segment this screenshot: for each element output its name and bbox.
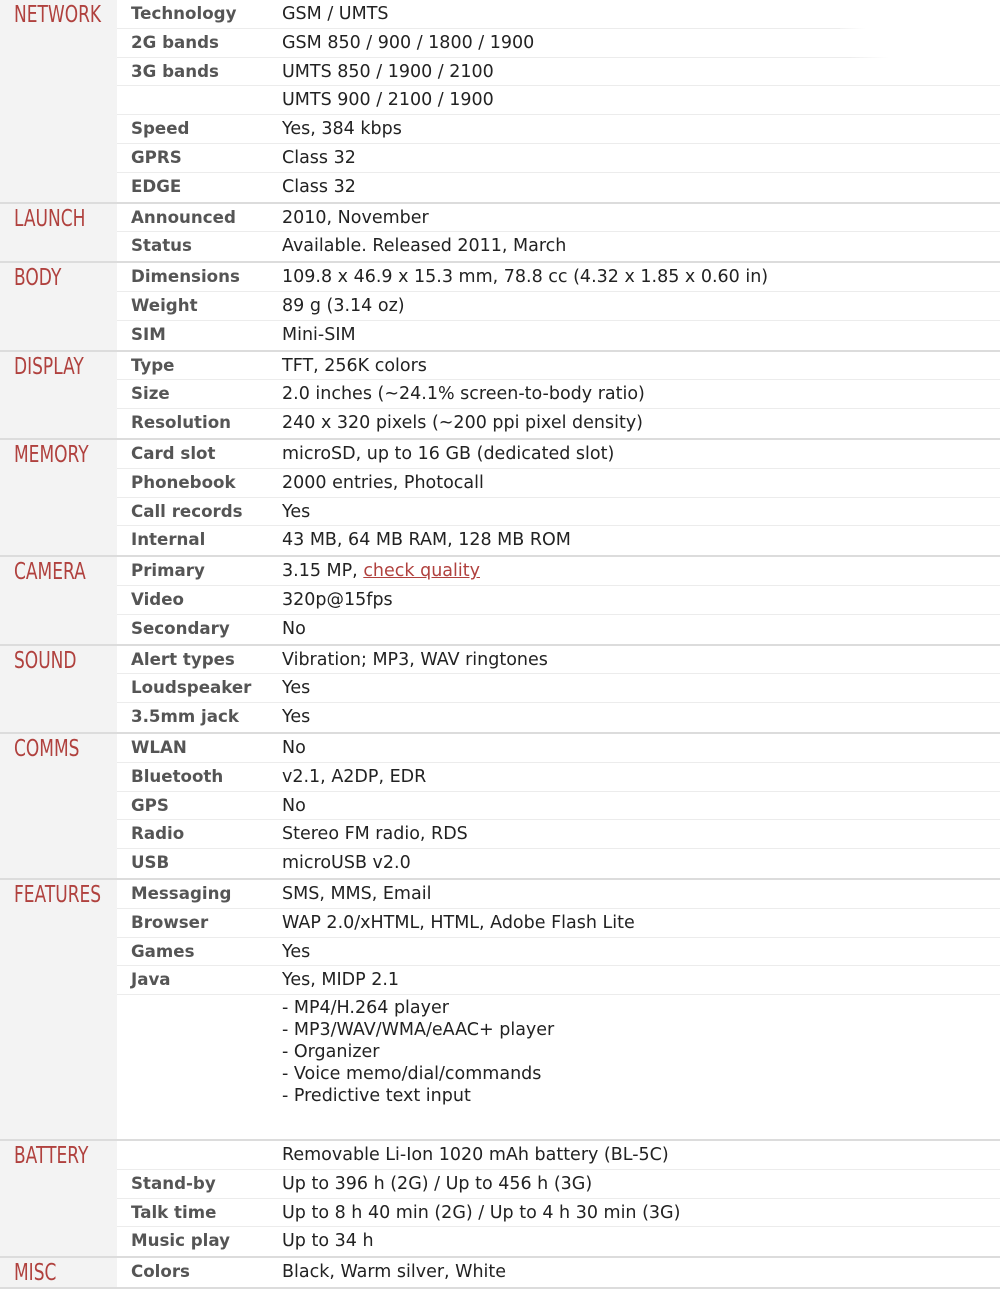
spec-label[interactable]: Internal [131,530,206,551]
spec-label[interactable]: Technology [131,4,237,24]
spec-value [282,208,990,228]
spec-value-text: - MP4/H.264 player - MP3/WAV/WMA/eAAC+ player - Organizer - Voice memo/dial/commands - Predictive text input [282,998,555,1107]
spec-row [117,440,1000,469]
spec-row [117,292,1000,321]
spec-value-text: Up to 8 h 40 min (2G) / Up to 4 h 30 min (3G) [282,1202,681,1223]
spec-row [117,115,1000,144]
spec-value [282,502,990,522]
spec-value [282,444,990,464]
spec-row [117,880,1000,909]
spec-row [117,469,1000,498]
section-title[interactable]: MEMORY [4,440,91,555]
spec-row [117,966,1000,995]
spec-row [117,409,1000,438]
spec-label[interactable]: Games [131,941,195,962]
spec-value-text: Black, Warm silver, White [282,1262,507,1283]
spec-value [282,296,990,316]
spec-row [117,1141,1000,1170]
spec-label[interactable]: Bluetooth [131,766,224,787]
spec-value [282,267,990,287]
spec-row [117,849,1000,878]
spec-value [282,90,990,110]
spec-row [117,909,1000,938]
spec-label[interactable]: Video [131,589,184,610]
section-title[interactable]: MISC [4,1258,91,1287]
spec-row [117,173,1000,202]
spec-value [282,1174,990,1194]
spec-section-sound [0,646,1000,734]
spec-value [282,942,990,962]
spec-row [117,938,1000,967]
spec-label[interactable]: Radio [131,824,185,845]
spec-row [117,352,1000,381]
spec-value-text: microUSB v2.0 [282,853,411,874]
spec-section-misc [0,1258,1000,1289]
spec-value-text: Available. Released 2011, March [282,236,567,257]
spec-label[interactable]: Primary [131,561,205,582]
spec-label[interactable]: 2G bands [131,32,219,53]
spec-value [282,650,990,670]
section-title[interactable]: BATTERY [4,1141,91,1256]
spec-value [282,1203,990,1223]
spec-row [117,792,1000,821]
spec-row [117,1170,1000,1199]
spec-label[interactable]: Messaging [131,883,232,904]
spec-value-text: No [282,795,306,816]
section-title[interactable]: SOUND [4,646,91,732]
spec-row [117,703,1000,732]
spec-value [282,590,990,610]
section-title[interactable]: BODY [4,263,91,349]
spec-row [117,263,1000,292]
spec-value-text: TFT, 256K colors [282,355,427,376]
spec-row [117,1199,1000,1228]
spec-value-text: SMS, MMS, Email [282,883,432,904]
spec-label[interactable]: Size [131,384,170,405]
spec-section-battery [0,1141,1000,1258]
spec-section-camera [0,557,1000,645]
spec-section-display [0,352,1000,440]
spec-value-text: Up to 34 h [282,1231,374,1252]
spec-value [282,738,990,758]
spec-value-text: Yes [282,501,311,522]
spec-value-text: 320p@15fps [282,589,393,610]
spec-value-text: Yes [282,941,311,962]
spec-value-text: No [282,737,306,758]
spec-value [282,1145,990,1165]
spec-value-text: GSM / UMTS [282,4,389,24]
spec-row [117,557,1000,586]
spec-value [282,384,990,404]
spec-value [282,707,990,727]
spec-label[interactable]: Status [131,236,192,257]
spec-label[interactable]: Resolution [131,413,232,434]
spec-value [282,148,990,168]
spec-value [282,530,990,550]
spec-value-text: Removable Li-Ion 1020 mAh battery (BL-5C) [282,1145,669,1166]
spec-label[interactable]: Colors [131,1262,190,1283]
spec-section-features [0,880,1000,1141]
spec-label[interactable]: Dimensions [131,267,240,288]
spec-row [117,144,1000,173]
section-title[interactable]: CAMERA [4,557,91,643]
spec-value-text: 2010, November [282,207,429,228]
spec-label[interactable]: SIM [131,324,166,345]
spec-row [117,204,1000,233]
spec-label[interactable]: Music play [131,1231,230,1252]
spec-value-text: Class 32 [282,176,356,197]
spec-value-text: 3.15 MP, [282,561,364,582]
spec-label[interactable]: WLAN [131,737,187,758]
spec-value-text: v2.1, A2DP, EDR [282,766,427,787]
spec-row [117,763,1000,792]
section-title[interactable]: DISPLAY [4,352,91,438]
spec-label[interactable]: 3.5mm jack [131,707,239,728]
spec-value [282,325,990,345]
spec-value [282,796,990,816]
spec-row [117,1227,1000,1256]
spec-value-text: UMTS 850 / 1900 / 2100 [282,61,494,82]
spec-value [282,1231,990,1251]
spec-row [117,498,1000,527]
spec-value [282,997,990,1107]
spec-value-text: Yes [282,678,311,699]
spec-section-memory [0,440,1000,557]
corner-glare [840,0,1000,80]
spec-section-comms [0,734,1000,880]
spec-value [282,913,990,933]
spec-value [282,561,990,581]
spec-value-text: microSD, up to 16 GB (dedicated slot) [282,443,615,464]
spec-value-text: Yes [282,707,311,728]
section-title[interactable]: LAUNCH [4,204,91,262]
spec-value [282,119,990,139]
spec-value [282,824,990,844]
spec-value-text: WAP 2.0/xHTML, HTML, Adobe Flash Lite [282,912,635,933]
spec-label[interactable]: Announced [131,207,236,228]
spec-row [117,586,1000,615]
spec-section-body [0,263,1000,351]
spec-value-text: Class 32 [282,147,356,168]
spec-value-text: GSM 850 / 900 / 1800 / 1900 [282,32,535,53]
spec-value [282,678,990,698]
spec-label[interactable]: Weight [131,295,198,316]
spec-label[interactable]: Stand-by [131,1173,216,1194]
spec-row [117,321,1000,350]
spec-value-text: 2.0 inches (~24.1% screen-to-body ratio) [282,384,645,405]
spec-value [282,884,990,904]
spec-label[interactable]: EDGE [131,176,182,197]
spec-value [282,473,990,493]
spec-value [282,619,990,639]
spec-label[interactable]: Card slot [131,443,216,464]
spec-value-text: 109.8 x 46.9 x 15.3 mm, 78.8 cc (4.32 x 1.85 x 0.60 in) [282,267,769,288]
spec-row [117,86,1000,115]
spec-row [117,615,1000,644]
section-title[interactable]: COMMS [4,734,91,878]
spec-label[interactable]: Type [131,355,175,376]
spec-value [282,1262,990,1282]
spec-row [117,646,1000,675]
spec-label[interactable]: 3G bands [131,61,219,82]
spec-value [282,356,990,376]
spec-label[interactable]: USB [131,853,170,874]
spec-value-text: 2000 entries, Photocall [282,472,484,493]
spec-label[interactable]: Alert types [131,649,235,670]
section-title[interactable]: FEATURES [4,880,91,1139]
section-title[interactable]: NETWORK [4,0,91,202]
check-quality-link[interactable]: check quality [363,561,480,582]
spec-value [282,236,990,256]
spec-label[interactable]: Browser [131,912,209,933]
spec-value [282,413,990,433]
spec-row [117,820,1000,849]
spec-value [282,177,990,197]
spec-row [117,674,1000,703]
spec-label[interactable]: Phonebook [131,472,236,493]
spec-value-text: Stereo FM radio, RDS [282,824,468,845]
spec-label[interactable]: GPS [131,795,169,816]
spec-label[interactable]: Speed [131,119,190,140]
spec-row [117,232,1000,261]
spec-label[interactable]: Secondary [131,618,230,639]
spec-value-text: Up to 396 h (2G) / Up to 456 h (3G) [282,1173,593,1194]
spec-row [117,380,1000,409]
spec-row [117,734,1000,763]
spec-row [117,995,1000,1139]
spec-section-launch [0,204,1000,264]
spec-value-text: No [282,618,306,639]
spec-label[interactable]: Call records [131,501,243,522]
spec-value-text: UMTS 900 / 2100 / 1900 [282,90,494,111]
spec-label[interactable]: Talk time [131,1202,217,1223]
spec-value-text: Vibration; MP3, WAV ringtones [282,649,548,670]
spec-row [117,526,1000,555]
spec-label[interactable]: Loudspeaker [131,678,252,699]
spec-value-text: 43 MB, 64 MB RAM, 128 MB ROM [282,530,571,551]
spec-value-text: 240 x 320 pixels (~200 ppi pixel density) [282,413,644,434]
spec-value [282,970,990,990]
spec-value-text: Mini-SIM [282,324,356,345]
spec-value [282,853,990,873]
spec-row [117,1258,1000,1287]
spec-label[interactable]: Java [131,970,171,991]
spec-value-text: Yes, 384 kbps [282,119,402,140]
spec-value-text: 89 g (3.14 oz) [282,295,405,316]
spec-value-text: Yes, MIDP 2.1 [282,970,400,991]
spec-value [282,767,990,787]
spec-label[interactable]: GPRS [131,147,182,168]
